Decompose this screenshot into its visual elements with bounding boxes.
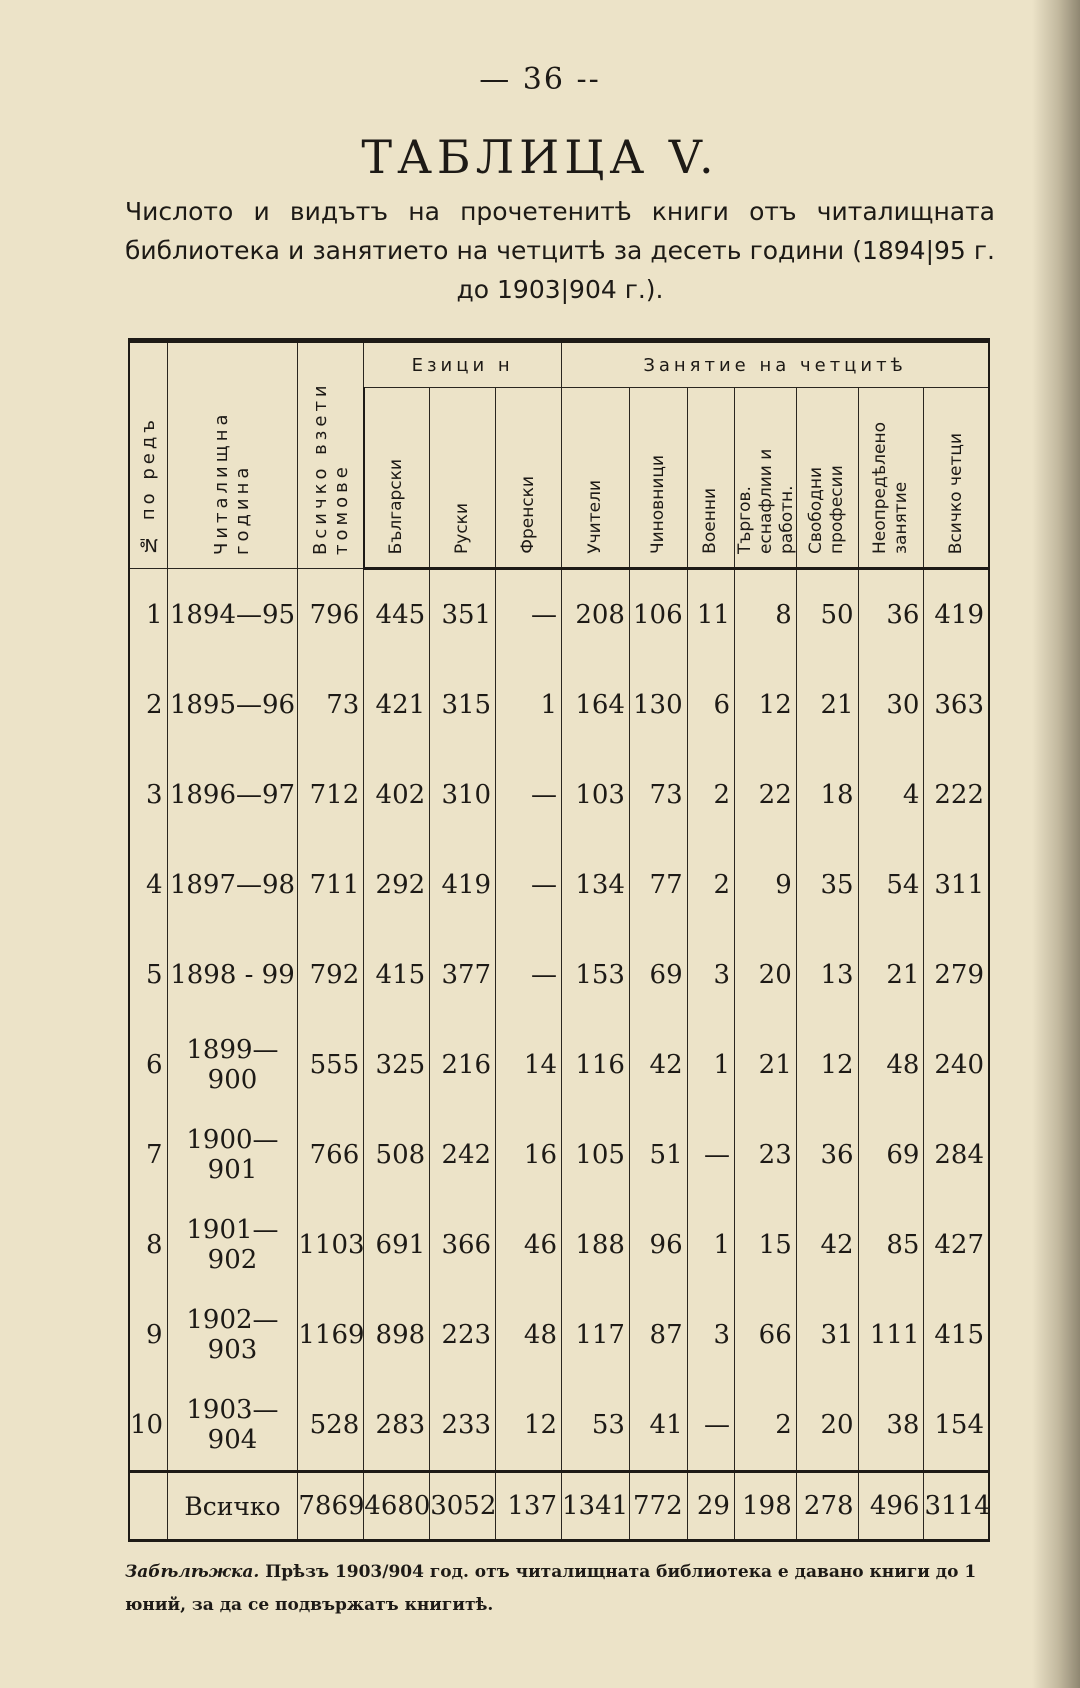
table-cell: 23 bbox=[734, 1110, 796, 1200]
column-header: Руски bbox=[430, 388, 496, 569]
footnote-text: Прѣзъ 1903/904 год. отъ читалищната библиотека е давано книги до 1 юний, за да се подвържатъ книгитѣ. bbox=[125, 1562, 977, 1615]
table-cell: 198 bbox=[734, 1472, 796, 1541]
table-cell: 792 bbox=[298, 930, 364, 1020]
table-cell: 154 bbox=[924, 1380, 989, 1472]
page-number: — 36 -- bbox=[479, 62, 601, 97]
table-cell: 48 bbox=[858, 1020, 924, 1110]
table-cell: — bbox=[496, 750, 562, 840]
statistics-table-container bbox=[128, 338, 990, 1542]
table-cell: 555 bbox=[298, 1020, 364, 1110]
table-row bbox=[129, 1380, 989, 1472]
table-cell: 116 bbox=[562, 1020, 630, 1110]
table-cell: 1103 bbox=[298, 1200, 364, 1290]
table-cell: 1899—900 bbox=[167, 1020, 298, 1110]
table-cell: 38 bbox=[858, 1380, 924, 1472]
column-header: Учители bbox=[562, 388, 630, 569]
table-cell: 4 bbox=[858, 750, 924, 840]
table-cell: 51 bbox=[629, 1110, 687, 1200]
table-cell: 53 bbox=[562, 1380, 630, 1472]
column-header: Френски bbox=[496, 388, 562, 569]
table-cell: 69 bbox=[858, 1110, 924, 1200]
languages-group-header: Езици н bbox=[364, 341, 562, 388]
table-cell: 1169 bbox=[298, 1290, 364, 1380]
table-cell: 363 bbox=[924, 660, 989, 750]
table-cell: 1 bbox=[496, 660, 562, 750]
table-row bbox=[129, 840, 989, 930]
table-cell: 1 bbox=[129, 569, 167, 661]
table-row bbox=[129, 750, 989, 840]
table-cell: 35 bbox=[796, 840, 858, 930]
table-cell: 691 bbox=[364, 1200, 430, 1290]
table-cell: 415 bbox=[364, 930, 430, 1020]
table-body bbox=[129, 569, 989, 1541]
table-cell: 87 bbox=[629, 1290, 687, 1380]
table-cell: 11 bbox=[687, 569, 734, 661]
table-cell: 14 bbox=[496, 1020, 562, 1110]
table-cell: 9 bbox=[129, 1290, 167, 1380]
table-cell: 188 bbox=[562, 1200, 630, 1290]
table-cell: 41 bbox=[629, 1380, 687, 1472]
table-cell: 496 bbox=[858, 1472, 924, 1541]
table-cell: 42 bbox=[796, 1200, 858, 1290]
table-cell: 315 bbox=[430, 660, 496, 750]
table-cell: 1897—98 bbox=[167, 840, 298, 930]
table-cell: 30 bbox=[858, 660, 924, 750]
table-cell: 21 bbox=[734, 1020, 796, 1110]
table-cell: 1 bbox=[687, 1020, 734, 1110]
table-cell: 153 bbox=[562, 930, 630, 1020]
table-cell: 12 bbox=[796, 1020, 858, 1110]
table-cell: 278 bbox=[796, 1472, 858, 1541]
table-cell: 1898 - 99 bbox=[167, 930, 298, 1020]
table-cell: 445 bbox=[364, 569, 430, 661]
table-row bbox=[129, 1290, 989, 1380]
table-cell: 105 bbox=[562, 1110, 630, 1200]
table-cell: 240 bbox=[924, 1020, 989, 1110]
table-cell: 48 bbox=[496, 1290, 562, 1380]
table-cell: 8 bbox=[734, 569, 796, 661]
table-cell: 4 bbox=[129, 840, 167, 930]
table-cell: 1900—901 bbox=[167, 1110, 298, 1200]
table-cell: 36 bbox=[796, 1110, 858, 1200]
table-cell: 66 bbox=[734, 1290, 796, 1380]
table-row bbox=[129, 1110, 989, 1200]
table-cell: 31 bbox=[796, 1290, 858, 1380]
table-cell: 69 bbox=[629, 930, 687, 1020]
table-cell: 5 bbox=[129, 930, 167, 1020]
column-header: Търгов. еснафлии и работн. bbox=[734, 388, 796, 569]
table-row bbox=[129, 569, 989, 661]
table-cell: 22 bbox=[734, 750, 796, 840]
table-cell: 10 bbox=[129, 1380, 167, 1472]
table-cell: 164 bbox=[562, 660, 630, 750]
table-cell: 772 bbox=[629, 1472, 687, 1541]
table-cell: 2 bbox=[687, 840, 734, 930]
table-cell: 1 bbox=[687, 1200, 734, 1290]
table-cell: 377 bbox=[430, 930, 496, 1020]
table-cell: 325 bbox=[364, 1020, 430, 1110]
table-cell: 419 bbox=[924, 569, 989, 661]
table-cell: 796 bbox=[298, 569, 364, 661]
table-cell: 106 bbox=[629, 569, 687, 661]
table-cell: 3052 bbox=[430, 1472, 496, 1541]
table-cell: 242 bbox=[430, 1110, 496, 1200]
column-header: Български bbox=[364, 388, 430, 569]
table-row bbox=[129, 930, 989, 1020]
table-cell bbox=[129, 1472, 167, 1541]
table-cell: 20 bbox=[796, 1380, 858, 1472]
table-cell: 3 bbox=[687, 930, 734, 1020]
table-cell: 85 bbox=[858, 1200, 924, 1290]
table-cell: 1341 bbox=[562, 1472, 630, 1541]
table-cell: 73 bbox=[629, 750, 687, 840]
occupation-group-header: Занятие на четцитѣ bbox=[562, 341, 989, 388]
table-cell: 292 bbox=[364, 840, 430, 930]
table-cell: 9 bbox=[734, 840, 796, 930]
column-header: Чиновници bbox=[629, 388, 687, 569]
table-cell: 137 bbox=[496, 1472, 562, 1541]
table-row bbox=[129, 1020, 989, 1110]
table-cell: 283 bbox=[364, 1380, 430, 1472]
table-cell: 208 bbox=[562, 569, 630, 661]
table-cell: 284 bbox=[924, 1110, 989, 1200]
table-cell: 13 bbox=[796, 930, 858, 1020]
table-cell: 528 bbox=[298, 1380, 364, 1472]
table-cell: 20 bbox=[734, 930, 796, 1020]
table-cell: 50 bbox=[796, 569, 858, 661]
table-cell: 1903—904 bbox=[167, 1380, 298, 1472]
table-cell: 766 bbox=[298, 1110, 364, 1200]
table-cell: 2 bbox=[687, 750, 734, 840]
table-row bbox=[129, 1200, 989, 1290]
column-header: Свободни професии bbox=[796, 388, 858, 569]
table-cell: 3 bbox=[129, 750, 167, 840]
table-cell: 111 bbox=[858, 1290, 924, 1380]
table-subtitle: Числото и видътъ на прочетенитѣ книги отъ читалищната библиотека и занятието на четцитѣ за десеть години (1894|95 г. до 1903|904 г.). bbox=[125, 197, 995, 304]
table-cell: 310 bbox=[430, 750, 496, 840]
table-cell: 1894—95 bbox=[167, 569, 298, 661]
table-cell: 351 bbox=[430, 569, 496, 661]
table-cell: 21 bbox=[796, 660, 858, 750]
table-cell: 7 bbox=[129, 1110, 167, 1200]
page-edge-shadow bbox=[1032, 0, 1080, 1688]
table-cell: 54 bbox=[858, 840, 924, 930]
table-cell: 29 bbox=[687, 1472, 734, 1541]
table-cell: — bbox=[687, 1110, 734, 1200]
table-cell: 1902—903 bbox=[167, 1290, 298, 1380]
table-cell: — bbox=[496, 569, 562, 661]
column-header: Читалищна година bbox=[167, 341, 298, 569]
column-header: Военни bbox=[687, 388, 734, 569]
table-cell: 279 bbox=[924, 930, 989, 1020]
table-cell: 712 bbox=[298, 750, 364, 840]
footnote-lead: Забѣлѣжка. bbox=[125, 1562, 260, 1582]
table-cell: 233 bbox=[430, 1380, 496, 1472]
column-header: Всичко взети томове bbox=[298, 341, 364, 569]
table-cell: 16 bbox=[496, 1110, 562, 1200]
table-cell: 103 bbox=[562, 750, 630, 840]
column-header: Всичко четци bbox=[924, 388, 989, 569]
table-cell: 415 bbox=[924, 1290, 989, 1380]
table-cell: 12 bbox=[496, 1380, 562, 1472]
statistics-table bbox=[128, 338, 990, 1542]
table-cell: 222 bbox=[924, 750, 989, 840]
table-cell: 402 bbox=[364, 750, 430, 840]
table-cell: 2 bbox=[734, 1380, 796, 1472]
table-cell: 216 bbox=[430, 1020, 496, 1110]
table-cell: 1895—96 bbox=[167, 660, 298, 750]
table-cell: 898 bbox=[364, 1290, 430, 1380]
table-cell: 3114 bbox=[924, 1472, 989, 1541]
table-cell: 508 bbox=[364, 1110, 430, 1200]
table-cell: 4680 bbox=[364, 1472, 430, 1541]
table-cell: 6 bbox=[129, 1020, 167, 1110]
table-cell: 46 bbox=[496, 1200, 562, 1290]
column-header: Неопредѣлено занятие bbox=[858, 388, 924, 569]
table-cell: 8 bbox=[129, 1200, 167, 1290]
table-cell: 21 bbox=[858, 930, 924, 1020]
table-cell: 117 bbox=[562, 1290, 630, 1380]
table-cell: 1896—97 bbox=[167, 750, 298, 840]
table-cell: 7869 bbox=[298, 1472, 364, 1541]
table-cell: 73 bbox=[298, 660, 364, 750]
table-row bbox=[129, 660, 989, 750]
table-cell: 427 bbox=[924, 1200, 989, 1290]
table-cell: 18 bbox=[796, 750, 858, 840]
table-cell: 130 bbox=[629, 660, 687, 750]
table-cell: 12 bbox=[734, 660, 796, 750]
table-cell: 1901—902 bbox=[167, 1200, 298, 1290]
table-cell: 223 bbox=[430, 1290, 496, 1380]
table-cell: Всичко bbox=[167, 1472, 298, 1541]
table-cell: — bbox=[496, 930, 562, 1020]
table-cell: — bbox=[687, 1380, 734, 1472]
table-cell: 6 bbox=[687, 660, 734, 750]
table-cell: 77 bbox=[629, 840, 687, 930]
table-cell: 15 bbox=[734, 1200, 796, 1290]
table-title: ТАБЛИЦА V. bbox=[361, 130, 719, 184]
footnote bbox=[125, 1556, 995, 1622]
total-row bbox=[129, 1472, 989, 1541]
table-cell: 421 bbox=[364, 660, 430, 750]
table-cell: 419 bbox=[430, 840, 496, 930]
table-cell: 134 bbox=[562, 840, 630, 930]
table-cell: 311 bbox=[924, 840, 989, 930]
column-header: № по редъ bbox=[129, 341, 167, 569]
table-cell: 366 bbox=[430, 1200, 496, 1290]
table-cell: 2 bbox=[129, 660, 167, 750]
table-cell: 36 bbox=[858, 569, 924, 661]
table-cell: 3 bbox=[687, 1290, 734, 1380]
table-cell: 42 bbox=[629, 1020, 687, 1110]
table-cell: — bbox=[496, 840, 562, 930]
table-cell: 711 bbox=[298, 840, 364, 930]
table-cell: 96 bbox=[629, 1200, 687, 1290]
